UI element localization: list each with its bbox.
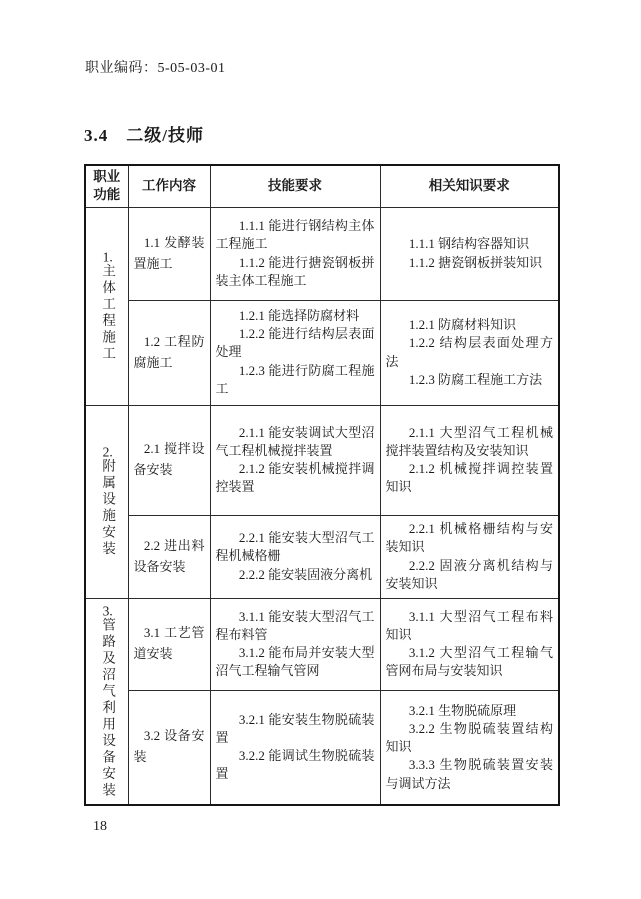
- knowledge-item: 2.1.2 机械搅拌调控装置知识: [385, 461, 553, 495]
- function-name: 主体工程施工: [100, 263, 116, 363]
- function-cell-2: [85, 405, 128, 598]
- table-row: [85, 690, 559, 805]
- knowledge-cell-3-2: [380, 690, 559, 805]
- knowledge-item: 1.2.3 防腐工程施工方法: [408, 371, 543, 387]
- function-cell-1: [85, 207, 128, 405]
- skill-item: 2.1.1 能安装调试大型沼气工程机械搅拌装置: [215, 424, 375, 458]
- skill-item: 1.2.2 能进行结构层表面处理: [215, 326, 375, 360]
- skills-cell-3-2: [210, 690, 380, 805]
- skills-cell-2-2: [210, 515, 380, 598]
- function-name: 管路及沼气利用设备安装: [100, 617, 116, 799]
- knowledge-cell-1-2: [380, 300, 559, 405]
- work-cell-1-1: [128, 207, 210, 300]
- function-cell-3: [85, 598, 128, 805]
- table-row: [85, 300, 559, 405]
- skill-item: 1.1.2 能进行搪瓷钢板拼装主体工程施工: [215, 254, 375, 288]
- knowledge-item: 1.1.2 搪瓷钢板拼装知识: [408, 254, 543, 270]
- skill-item: 2.2.2 能安装固液分离机: [238, 566, 373, 582]
- work-label: 1.1 发酵装置施工: [133, 234, 205, 271]
- col-header-knowledge: 相关知识要求: [380, 165, 559, 207]
- knowledge-item: 1.1.1 钢结构容器知识: [408, 236, 530, 252]
- function-name: 附属设施安装: [100, 458, 116, 558]
- work-cell-3-2: [128, 690, 210, 805]
- function-number: 1.: [102, 249, 113, 264]
- table-row: [85, 598, 559, 690]
- skill-item: 2.2.1 能安装大型沼气工程机械格栅: [215, 530, 375, 564]
- skill-item: 1.2.3 能进行防腐工程施工: [215, 362, 375, 396]
- occupational-standard-table: [84, 164, 560, 806]
- table-row: [85, 207, 559, 300]
- skills-cell-1-1: [210, 207, 380, 300]
- work-label: 2.2 进出料设备安装: [133, 537, 205, 574]
- knowledge-item: 2.2.2 固液分离机结构与安装知识: [385, 557, 553, 591]
- skill-item: 2.1.2 能安装机械搅拌调控装置: [215, 461, 375, 495]
- knowledge-cell-1-1: [380, 207, 559, 300]
- work-cell-3-1: [128, 598, 210, 690]
- work-label: 1.2 工程防腐施工: [133, 333, 205, 370]
- function-number: 2.: [102, 445, 113, 459]
- skill-item: 1.1.1 能进行钢结构主体工程施工: [215, 218, 375, 252]
- table-row: [85, 515, 559, 598]
- knowledge-item: 1.2.2 结构层表面处理方法: [385, 335, 553, 369]
- work-cell-2-1: [128, 405, 210, 515]
- work-label: 2.1 搅拌设备安装: [133, 441, 205, 477]
- skill-item: 3.1.1 能安装大型沼气工程布料管: [215, 608, 375, 642]
- skill-item: 3.2.1 能安装生物脱硫装置: [215, 711, 375, 746]
- knowledge-item: 3.2.1 生物脱硫原理: [408, 702, 517, 718]
- work-cell-1-2: [128, 300, 210, 405]
- function-vertical-text: [99, 250, 114, 363]
- knowledge-item: 3.2.2 生物脱硫装置结构知识: [385, 720, 553, 755]
- function-vertical-text: [99, 445, 114, 558]
- work-label: 3.1 工艺管道安装: [133, 625, 205, 661]
- col-header-work: 工作内容: [128, 165, 210, 207]
- knowledge-item: 2.2.1 机械格栅结构与安装知识: [385, 521, 553, 555]
- knowledge-item: 1.2.1 防腐材料知识: [408, 317, 517, 333]
- function-number: 3.: [102, 603, 113, 618]
- skill-item: 3.1.2 能布局并安装大型沼气工程输气管网: [215, 645, 375, 679]
- skill-item: 3.2.2 能调试生物脱硫装置: [215, 748, 375, 782]
- skills-cell-2-1: [210, 405, 380, 515]
- knowledge-cell-3-1: [380, 598, 559, 690]
- knowledge-item: 3.3.3 生物脱硫装置安装与调试方法: [385, 757, 553, 791]
- function-vertical-text: [99, 604, 114, 799]
- knowledge-item: 3.1.1 大型沼气工程布料知识: [385, 608, 553, 642]
- skill-item: 1.2.1 能选择防腐材料: [238, 308, 360, 324]
- knowledge-item: 3.1.2 大型沼气工程输气管网布局与安装知识: [385, 645, 553, 679]
- table-header-row: [85, 165, 559, 207]
- occupation-code: 职业编码：5-05-03-01: [85, 61, 226, 76]
- col-header-function: 职业功能: [85, 165, 128, 207]
- knowledge-cell-2-2: [380, 515, 559, 598]
- knowledge-cell-2-1: [380, 405, 559, 515]
- page-number: 18: [93, 819, 107, 834]
- work-label: 3.2 设备安装: [133, 728, 205, 765]
- col-header-skills: 技能要求: [210, 165, 380, 207]
- skills-cell-3-1: [210, 598, 380, 690]
- table-row: [85, 405, 559, 515]
- knowledge-item: 2.1.1 大型沼气工程机械搅拌装置结构及安装知识: [385, 424, 553, 458]
- skills-cell-1-2: [210, 300, 380, 405]
- section-title: 3.4 二级/技师: [84, 126, 204, 145]
- work-cell-2-2: [128, 515, 210, 598]
